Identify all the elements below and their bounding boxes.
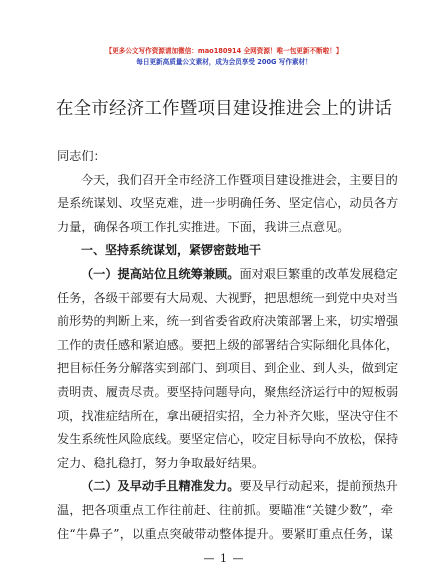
sub1-line-6: 责明责、履责尽责。要坚持问题导向，聚焦经济运行中的短板弱 xyxy=(57,385,399,399)
sub1-line-5: 把目标任务分解落实到部门、到项目、到企业、到人头，做到定 xyxy=(57,361,399,375)
sub1-line-7: 项，找准症结所在，拿出硬招实招，全力补齐欠账，坚决守住不 xyxy=(57,409,399,423)
sub1-line-4: 工作的责任感和紧迫感。要把上级的部署结合实际细化具体化， xyxy=(57,338,399,352)
document-title: 在全市经济工作暨项目建设推进会上的讲话 xyxy=(55,99,393,119)
page-number: — 1 — xyxy=(203,552,245,565)
sub1-line-2: 任务，各级干部要有大局观、大视野，把思想统一到党中央对当 xyxy=(57,291,399,305)
sub1-line-1-text: 面对艰巨繁重的改革发展稳定 xyxy=(239,267,398,281)
section-heading-1: 一、坚持系统谋划，紧锣密鼓地干 xyxy=(81,243,262,257)
promo-banner-line-1: 【更多公文写作资源请加微信：mao180914 全网资源！唯一包更新不断啦！】 xyxy=(105,47,343,55)
sub1-line-9: 定力、稳扎稳打，努力争取最好结果。 xyxy=(57,456,265,470)
sub1-line-3: 前形势的判断上来，统一到省委省政府决策部署上来，切实增强 xyxy=(57,314,399,328)
salutation: 同志们： xyxy=(57,149,106,163)
intro-line-1: 今天，我们召开全市经济工作暨项目建设推进会，主要目的 xyxy=(81,173,398,187)
sub1-line-8: 发生系统性风险底线。要坚定信心，咬定目标导向不放松，保持 xyxy=(57,432,399,446)
sub2-line-3: 住“牛鼻子”，以重点突破带动整体提升。要紧盯重点任务，谋 xyxy=(57,527,393,541)
sub1-title: （一）提高站位且统筹兼顾。 xyxy=(81,267,240,281)
intro-line-3: 力量，确保各项工作扎实推进。下面，我讲三点意见。 xyxy=(57,220,350,234)
sub2-line-1-text: 要及早行动起来，提前预热升 xyxy=(239,479,398,493)
sub2-title: （二）及早动手且精准发力。 xyxy=(81,479,240,493)
sub2-line-2: 温，把各项重点工作往前赶、往前抓。要瞄准“关键少数”，牵 xyxy=(57,503,393,517)
intro-line-2: 是系统谋划、攻坚克难，进一步明确任务、坚定信心，动员各方 xyxy=(57,196,399,210)
promo-banner-line-2: 每日更新高质量公文素材，成为会员享受 200G 写作素材！ xyxy=(136,58,312,66)
sub1-line-1 xyxy=(81,266,398,282)
sub2-line-1 xyxy=(81,478,398,494)
